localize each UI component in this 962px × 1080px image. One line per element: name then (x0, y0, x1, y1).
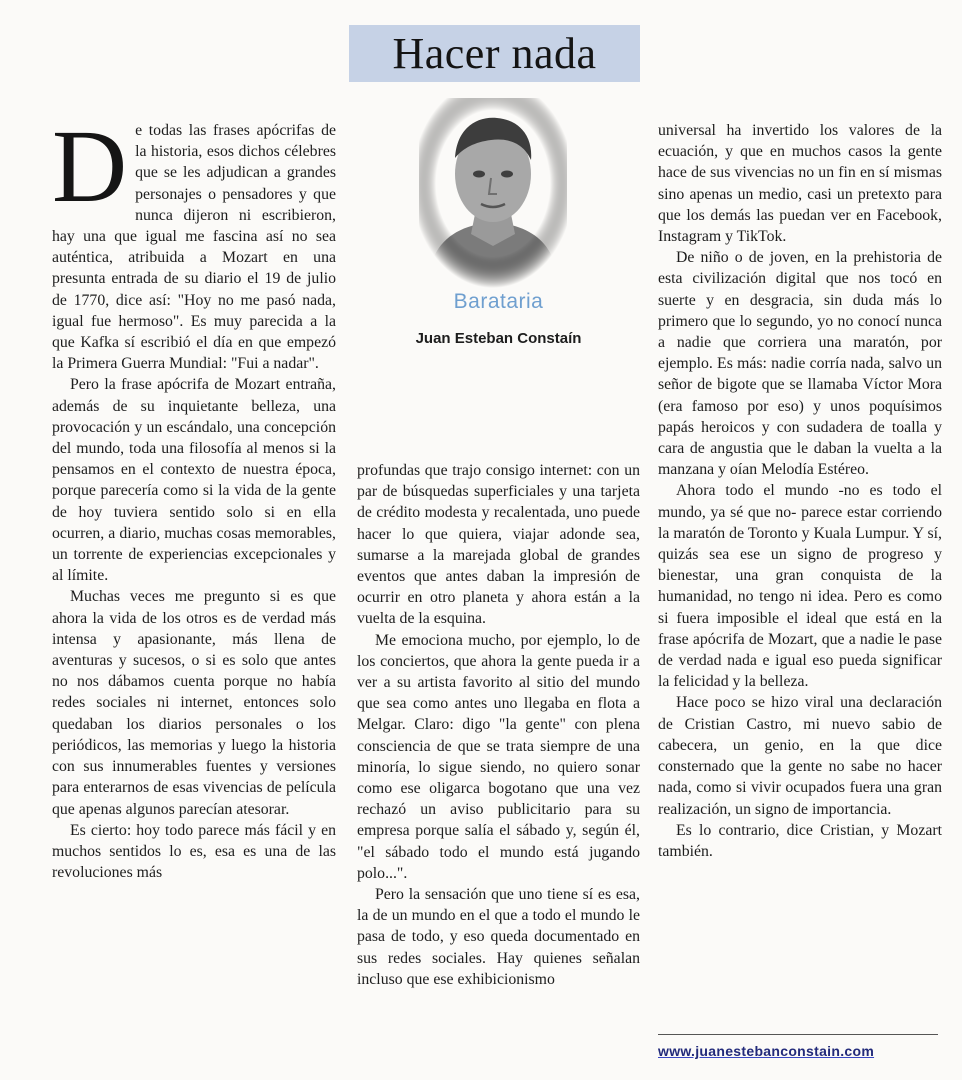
article-column-2 (357, 460, 640, 990)
paragraph-text: Muchas veces me pregunto si es que ahora la vida de los otros es de verdad más intensa y apasionante, más llena de aventuras y sucesos, o si es solo que antes no nos dábamos cuenta porque no había redes sociales ni internet, entonces solo quedaban los diarios personales o los periódicos, las memorias y luego la historia con sus innumerables fuentes y versiones para enterarnos de esas vivencias de película que apenas algunos parecían atesorar. (52, 588, 336, 818)
paragraph-text: Pero la sensación que uno tiene sí es esa, la de un mundo en el que a todo el mundo le pasa de todo, y eso queda documentado en sus redes sociales. Hay quienes señalan incluso que ese exhibicionismo (357, 886, 640, 988)
paragraph (52, 820, 336, 884)
paragraph-text: De niño o de joven, en la prehistoria de esta civilización digital que nos tocó en suerte y en desgracia, sin duda más lo primero que lo segundo, yo no conocí nunca a nadie que corriera una maratón, por ejemplo. Es más: nadie corría nada, salvo un señor de bigote que se llamaba Víctor Mora (era famoso por eso) y unos poquísimos papás heroicos y con sudadera de toalla y cara de angustia que le daban la vuelta a la manzana y oían Melodía Estéreo. (658, 249, 942, 479)
paragraph (658, 247, 942, 480)
paragraph-text: Me emociona mucho, por ejemplo, lo de los conciertos, que ahora la gente pueda ir a ver a su artista favorito al sitio del mundo que sea como antes uno llegaba en flota a Melgar. Claro: digo "la gente" con plena consciencia de que se trata siempre de una minoría, lo sigue siendo, no quiero sonar como ese oligarca bogotano que una vez rechazó un aviso publicitario para su empresa porque salía el sábado y, según él, "el sábado todo el mundo está jugando polo...". (357, 631, 640, 882)
paragraph (658, 120, 942, 247)
headline: Hacer nada (349, 25, 640, 82)
paragraph (357, 884, 640, 990)
paragraph (52, 109, 336, 374)
paragraph (52, 374, 336, 586)
paragraph (52, 586, 336, 819)
paragraph-text: Ahora todo el mundo -no es todo el mundo, ya sé que no- parece estar corriendo la maratón de Toronto y Kuala Lumpur. Y sí, quizás sea ese un signo de progreso y bienestar, una gran conquista de la humanidad, no tengo ni idea. Pero es como si fuera imposible el ideal que está en la frase apócrifa de Mozart, que a nadie le pase de verdad nada e igual eso pueda significar la felicidad y la belleza. (658, 482, 942, 691)
paragraph (658, 820, 942, 862)
article-column-3 (658, 120, 942, 862)
website-link[interactable]: www.juanestebanconstain.com (658, 1043, 875, 1059)
paragraph (357, 460, 640, 630)
paragraph (357, 630, 640, 884)
paragraph-text: Hace poco se hizo viral una declaración de Cristian Castro, mi nuevo sabio de cabecera, un genio, en la que dice consternado que la gente no sabe no hacer nada, como si vivir ocupados fuera una gran realización, un signo de importancia. (658, 694, 942, 818)
author-portrait (419, 98, 567, 288)
paragraph (658, 480, 942, 692)
paragraph-text: e todas las frases apócrifas de la historia, esos dichos célebres que se les adjudican a grandes personajes o pensadores y que nunca dijeron ni escribieron, hay una que igual me fascina así no sea auténtica, atribuida a Mozart en una presunta entrada de su diario el 19 de julio de 1770, dice así: "Hoy no me pasó nada, igual fue hermoso". Es muy parecida a la que Kafka sí escribió el día en que empezó la Primera Guerra Mundial: "Fui a nadar". (52, 122, 336, 373)
article-column-1 (52, 109, 336, 883)
drop-cap: D (52, 109, 128, 224)
paragraph-text: Es lo contrario, dice Cristian, y Mozart también. (658, 821, 942, 860)
paragraph (658, 692, 942, 819)
column-info (357, 98, 640, 360)
paragraph-text: universal ha invertido los valores de la ecuación, y que en muchos casos la gente hace de sus vivencias no un fin en sí mismas sino apenas un medio, casi un pretexto para que los demás las puedan ver en Facebook, Instagram y TikTok. (658, 122, 942, 246)
footer-divider (658, 1034, 938, 1035)
column-name: Barataria (453, 290, 544, 313)
paragraph-text: profundas que trajo consigo internet: con un par de búsquedas superficiales y una tarjeta de crédito modesta y recalentada, uno puede hacer lo que quiera, viajar adonde sea, sumarse a la marejada global de grandes eventos que antes daban la impresión de ocurrir en otro planeta y ahora están a la vuelta de la esquina. (357, 462, 640, 628)
paragraph-text: Es cierto: hoy todo parece más fácil y en muchos sentidos lo es, esa es una de las revoluciones más (52, 821, 336, 882)
author-byline: Juan Esteban Constaín (415, 330, 582, 347)
paragraph-text: Pero la frase apócrifa de Mozart entraña, además de su inquietante belleza, una provocación y un escándalo, una concepción del mundo, toda una filosofía al menos si la pensamos en el contexto de nuestra época, porque parecería como si la vida de la gente de hoy tuviera sentido solo si en ella ocurren, a diario, muchas cosas memorables, un torrente de experiencias excepcionales y al límite. (52, 376, 336, 585)
